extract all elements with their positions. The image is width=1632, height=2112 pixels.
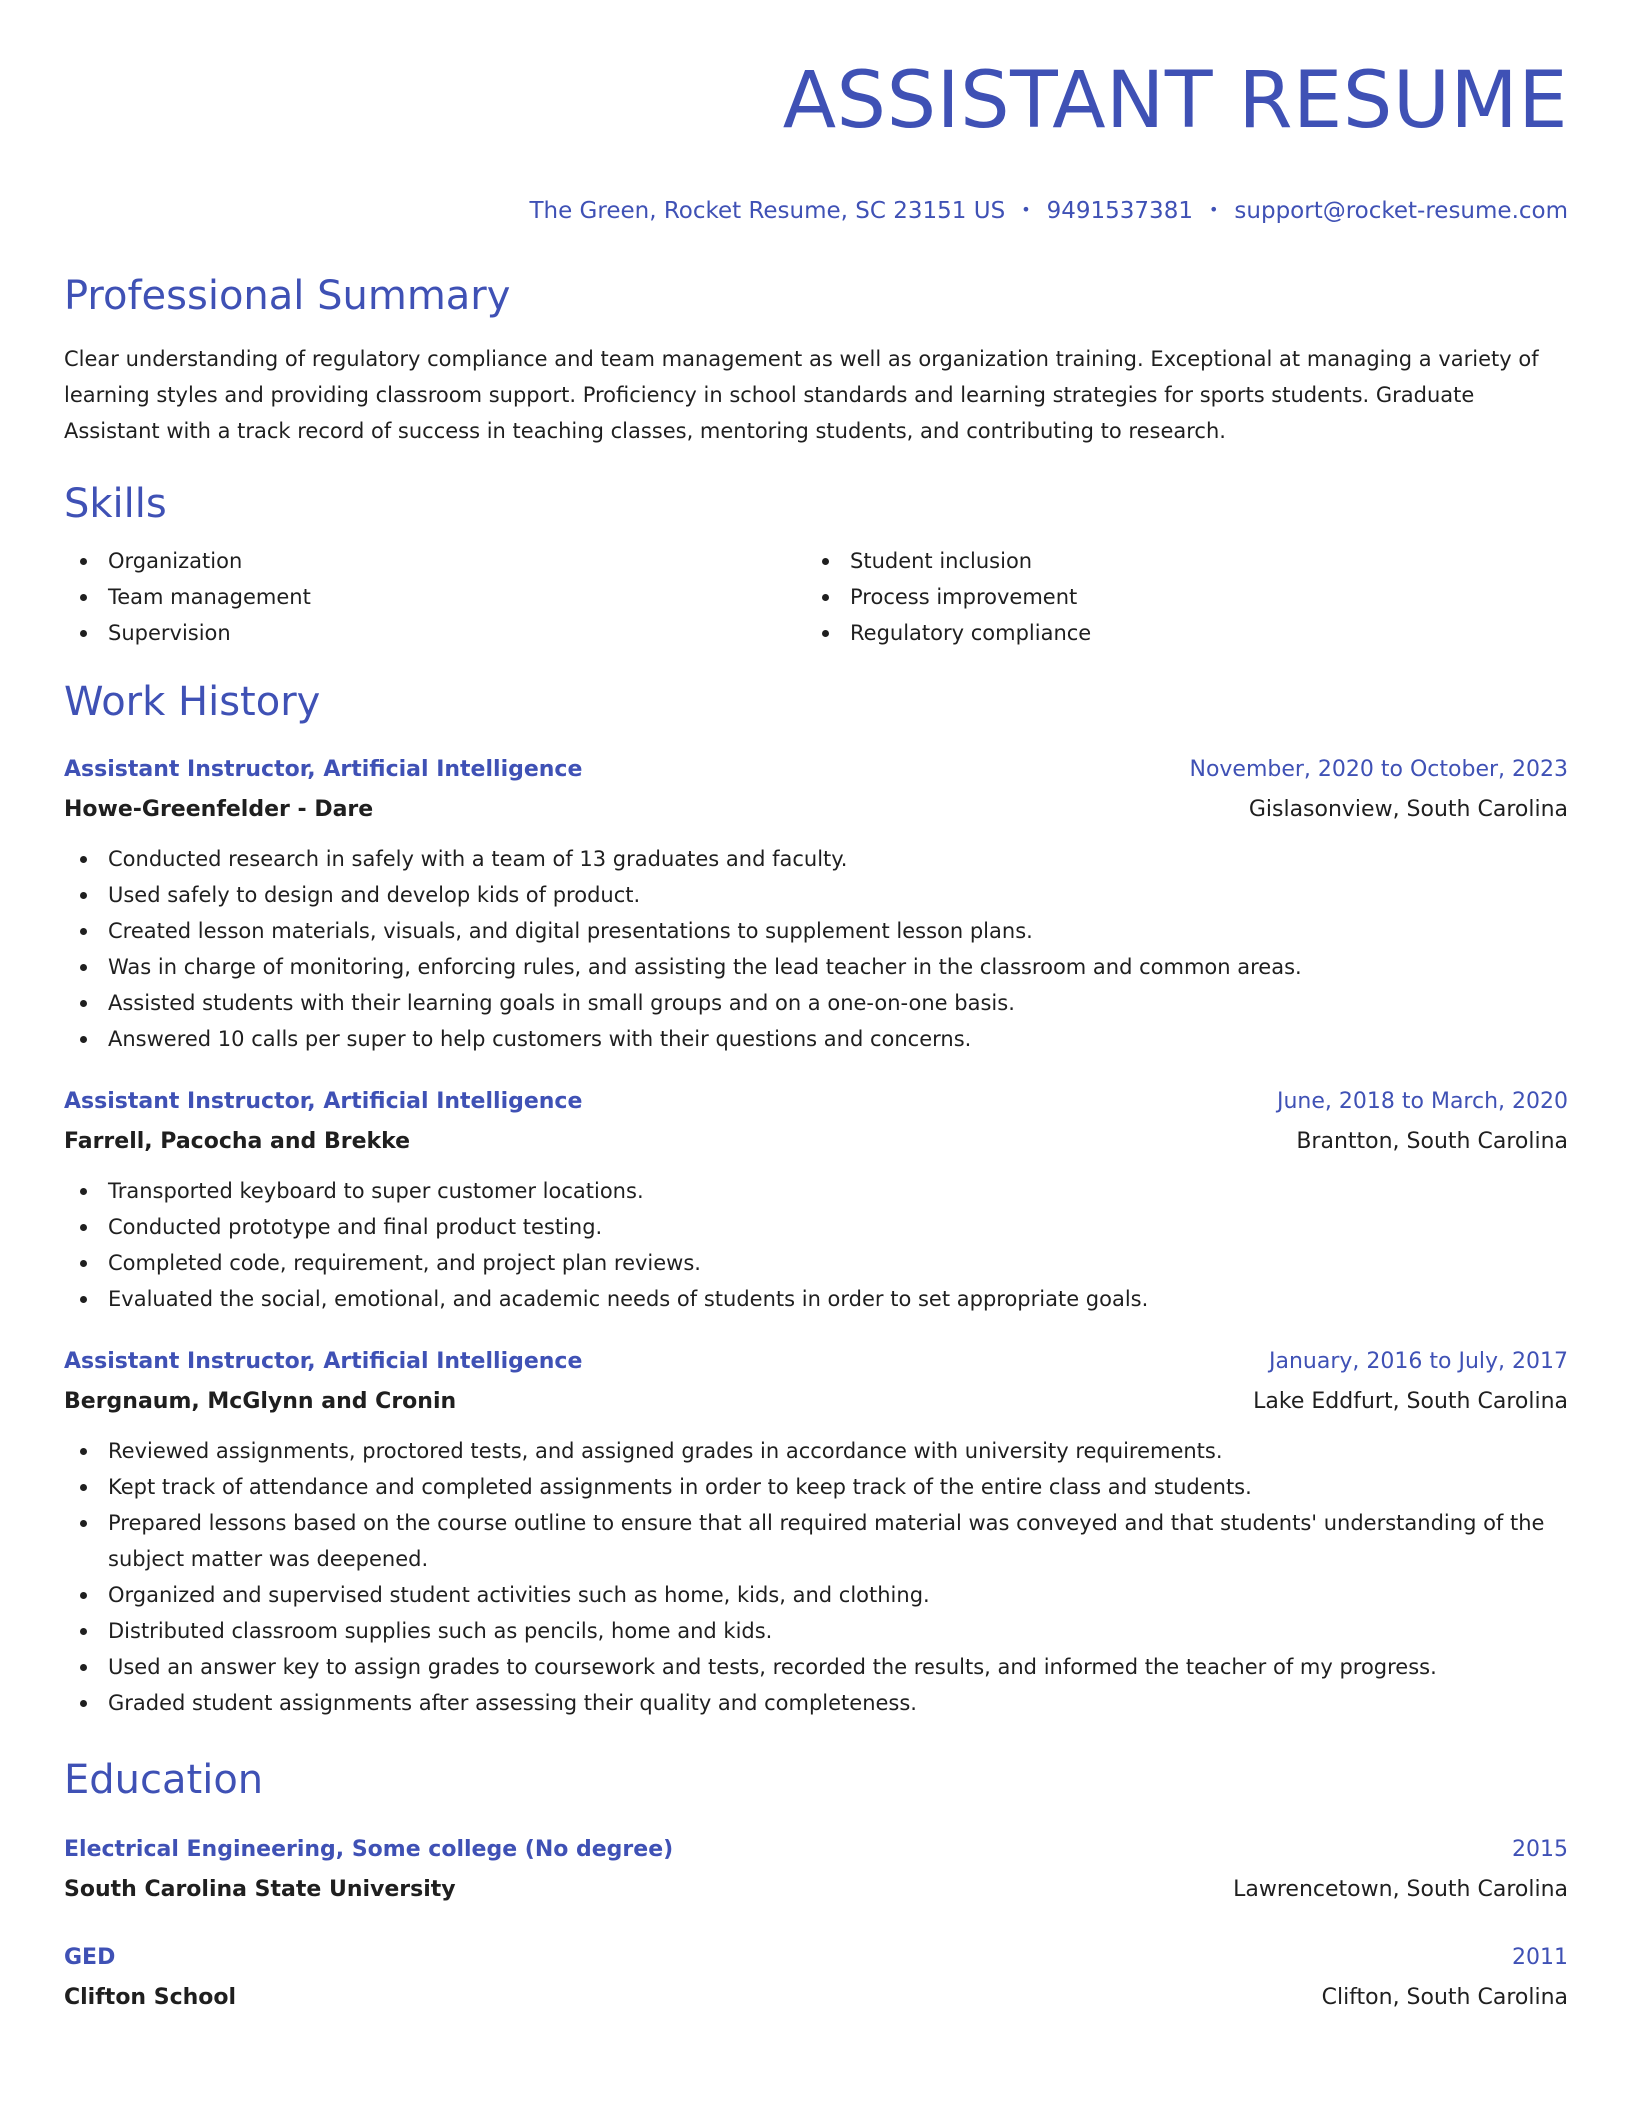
education-location: Lawrencetown, South Carolina: [1233, 1876, 1568, 1902]
job-company: Howe-Greenfelder - Dare: [64, 796, 374, 822]
resume-header: [64, 0, 1568, 227]
job-location: Brantton, South Carolina: [1296, 1128, 1568, 1154]
job-bullet: Kept track of attendance and completed assignments in order to keep track of the entire class and students.: [64, 1469, 1568, 1505]
job-header-row: [64, 753, 1568, 787]
education-heading: Education: [64, 1756, 264, 1803]
job-dates: June, 2018 to March, 2020: [1277, 1088, 1568, 1114]
resume-title: ASSISTANT RESUME: [782, 56, 1568, 146]
job-company-row: [64, 1119, 1568, 1159]
job-bullet: Completed code, requirement, and project plan reviews.: [64, 1245, 1568, 1281]
contact-separator: •: [1021, 199, 1031, 219]
job-company: Farrell, Pacocha and Brekke: [64, 1128, 411, 1154]
summary-text: Clear understanding of regulatory compliance and team management as well as organization training. Exceptional at managing a variety of learning styles and providing classroom support. Proficiency in school standards and learning strategies for sports students. Graduate Assistant with a track record of success in teaching classes, mentoring students, and contributing to research.: [64, 346, 1539, 443]
education-degree: Electrical Engineering, Some college (No degree): [64, 1836, 674, 1862]
job-role: Assistant Instructor, Artificial Intelligence: [64, 1348, 583, 1374]
job-header-row: [64, 1085, 1568, 1119]
job-bullet: Answered 10 calls per super to help customers with their questions and concerns.: [64, 1021, 1568, 1057]
job-bullet: Created lesson materials, visuals, and digital presentations to supplement lesson plans.: [64, 913, 1568, 949]
job-location: Gislasonview, South Carolina: [1248, 796, 1568, 822]
job-company-row: [64, 1379, 1568, 1419]
job-header-row: [64, 1345, 1568, 1379]
education-school-row: [64, 1975, 1568, 2015]
education-entry: [64, 1833, 1568, 1907]
education-degree: GED: [64, 1944, 116, 1970]
job-bullet: Was in charge of monitoring, enforcing rules, and assisting the lead teacher in the classroom and common areas.: [64, 949, 1568, 985]
education-year: 2011: [1512, 1944, 1568, 1970]
skills-column-left: [64, 543, 806, 651]
skill-item: Student inclusion: [806, 543, 1548, 579]
skills-column-right: [806, 543, 1548, 651]
job-dates: January, 2016 to July, 2017: [1269, 1348, 1568, 1374]
job-bullet: Used safely to design and develop kids of product.: [64, 877, 1568, 913]
job-entry: [64, 1085, 1568, 1317]
job-entry: [64, 1345, 1568, 1721]
job-company: Bergnaum, McGlynn and Cronin: [64, 1388, 457, 1414]
education-header-row: [64, 1833, 1568, 1867]
job-bullet: Conducted prototype and final product testing.: [64, 1209, 1568, 1245]
education-entry: [64, 1941, 1568, 2015]
job-bullet: Used an answer key to assign grades to coursework and tests, recorded the results, and informed the teacher of my progress.: [64, 1649, 1568, 1685]
job-bullet: Conducted research in safely with a team of 13 graduates and faculty.: [64, 841, 1568, 877]
job-bullet: Graded student assignments after assessing their quality and completeness.: [64, 1685, 1568, 1721]
job-location: Lake Eddfurt, South Carolina: [1253, 1388, 1568, 1414]
job-entry: [64, 753, 1568, 1057]
skill-item: Team management: [64, 579, 806, 615]
skill-item: Process improvement: [806, 579, 1548, 615]
work-history-heading: Work History: [64, 678, 321, 725]
contact-separator: •: [1208, 199, 1219, 219]
job-role: Assistant Instructor, Artificial Intelligence: [64, 756, 583, 782]
education-school: South Carolina State University: [64, 1876, 456, 1902]
job-bullets: [64, 1173, 1568, 1317]
job-company-row: [64, 787, 1568, 827]
skills-heading: Skills: [64, 480, 167, 527]
email-text: support@rocket-resume.com: [1234, 198, 1568, 224]
job-bullet: Assisted students with their learning goals in small groups and on a one-on-one basis.: [64, 985, 1568, 1021]
job-bullet: Organized and supervised student activities such as home, kids, and clothing.: [64, 1577, 1568, 1613]
education-school: Clifton School: [64, 1984, 237, 2010]
skill-item: Organization: [64, 543, 806, 579]
job-bullets: [64, 1433, 1568, 1721]
education-school-row: [64, 1867, 1568, 1907]
job-bullets: [64, 841, 1568, 1057]
job-bullet: Reviewed assignments, proctored tests, and assigned grades in accordance with university requirements.: [64, 1433, 1568, 1469]
skills-grid: [64, 543, 1568, 651]
resume-page: [64, 0, 1568, 2015]
job-role: Assistant Instructor, Artificial Intelligence: [64, 1088, 583, 1114]
job-bullet: Prepared lessons based on the course outline to ensure that all required material was conveyed and that students' understanding of the subject matter was deepened.: [64, 1505, 1568, 1577]
job-dates: November, 2020 to October, 2023: [1189, 756, 1568, 782]
education-location: Clifton, South Carolina: [1321, 1984, 1568, 2010]
skill-item: Supervision: [64, 615, 806, 651]
job-bullet: Transported keyboard to super customer locations.: [64, 1173, 1568, 1209]
phone-text: 9491537381: [1046, 198, 1193, 224]
skills-list-left: [64, 543, 806, 651]
summary-heading: Professional Summary: [64, 272, 511, 319]
education-header-row: [64, 1941, 1568, 1975]
skill-item: Regulatory compliance: [806, 615, 1548, 651]
skills-list-right: [806, 543, 1548, 651]
education-year: 2015: [1512, 1836, 1568, 1862]
address-text: The Green, Rocket Resume, SC 23151 US: [529, 198, 1006, 224]
job-bullet: Evaluated the social, emotional, and academic needs of students in order to set appropriate goals.: [64, 1281, 1568, 1317]
job-bullet: Distributed classroom supplies such as pencils, home and kids.: [64, 1613, 1568, 1649]
contact-line: [64, 196, 1568, 227]
